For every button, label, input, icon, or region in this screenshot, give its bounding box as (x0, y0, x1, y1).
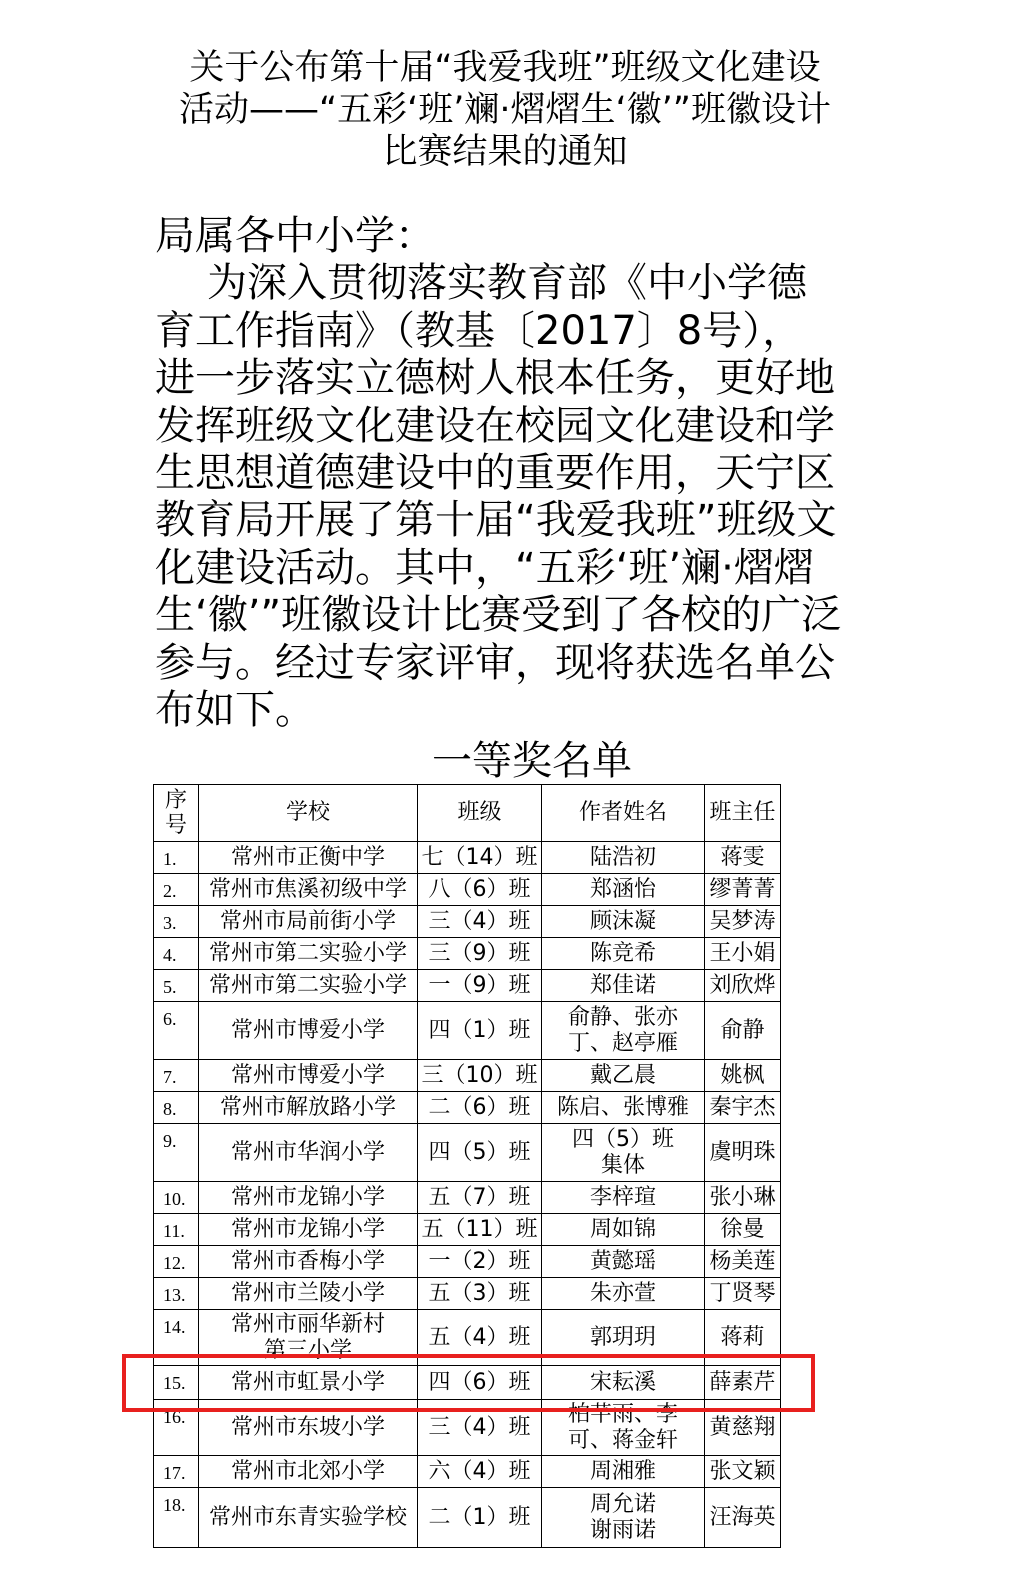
teacher-cell: 张小琳 (705, 1182, 781, 1214)
school-cell: 常州市博爱小学 (199, 1002, 418, 1060)
title-line: 关于公布第十届“我爱我班”班级文化建设 (189, 48, 821, 88)
paragraph-line: 生‘徽’”班徽设计比赛受到了各校的广泛 (155, 592, 842, 639)
header-school: 学校 (199, 785, 418, 842)
teacher-cell: 汪海英 (705, 1488, 781, 1548)
paragraph-line: 进一步落实立德树人根本任务，更好地 (155, 355, 835, 402)
school-cell: 常州市虹景小学 (199, 1366, 418, 1400)
school-cell: 常州市第二实验小学 (199, 970, 418, 1002)
school-cell: 常州市东坡小学 (199, 1400, 418, 1456)
school-cell: 常州市焦溪初级中学 (199, 874, 418, 906)
paragraph-line: 教育局开展了第十届“我爱我班”班级文 (155, 497, 837, 544)
index-cell: 15. (154, 1366, 199, 1400)
header-teacher: 班主任 (705, 785, 781, 842)
class-cell: 四（6）班 (418, 1366, 542, 1400)
class-cell: 一（9）班 (418, 970, 542, 1002)
index-cell: 12. (154, 1246, 199, 1278)
teacher-cell: 缪菁菁 (705, 874, 781, 906)
teacher-cell: 蒋莉 (705, 1310, 781, 1366)
index-cell: 14. (154, 1310, 199, 1366)
table-row (154, 1182, 781, 1214)
author-cell: 陈启、张博雅 (542, 1092, 705, 1124)
author-cell: 李梓瑄 (542, 1182, 705, 1214)
table-row (154, 906, 781, 938)
list-heading: 一等奖名单 (432, 738, 632, 784)
paragraph-line: 布如下。 (155, 687, 315, 734)
teacher-cell: 虞明珠 (705, 1124, 781, 1182)
author-cell: 顾沫凝 (542, 906, 705, 938)
table-row (154, 842, 781, 874)
index-cell: 8. (154, 1092, 199, 1124)
author-cell: 四（5）班 集体 (542, 1124, 705, 1182)
school-cell: 常州市香梅小学 (199, 1246, 418, 1278)
index-cell: 1. (154, 842, 199, 874)
paragraph-line: 发挥班级文化建设在校园文化建设和学 (155, 402, 835, 449)
paragraph (155, 260, 841, 734)
index-cell: 17. (154, 1456, 199, 1488)
author-cell: 黄懿瑶 (542, 1246, 705, 1278)
index-cell: 6. (154, 1002, 199, 1060)
award-table (153, 784, 781, 1548)
class-cell: 三（4）班 (418, 906, 542, 938)
author-cell: 郭玥玥 (542, 1310, 705, 1366)
teacher-cell: 秦宇杰 (705, 1092, 781, 1124)
index-cell: 16. (154, 1400, 199, 1456)
school-cell: 常州市东青实验学校 (199, 1488, 418, 1548)
table-row (154, 1060, 781, 1092)
table-row (154, 1092, 781, 1124)
table-row (154, 1278, 781, 1310)
school-cell: 常州市博爱小学 (199, 1060, 418, 1092)
class-cell: 六（4）班 (418, 1456, 542, 1488)
table-row (154, 1456, 781, 1488)
teacher-cell: 王小娟 (705, 938, 781, 970)
table-row (154, 1488, 781, 1548)
teacher-cell: 俞静 (705, 1002, 781, 1060)
header-index: 序 号 (154, 785, 199, 842)
index-cell: 7. (154, 1060, 199, 1092)
author-cell: 陈竞希 (542, 938, 705, 970)
teacher-cell: 徐曼 (705, 1214, 781, 1246)
index-cell: 4. (154, 938, 199, 970)
school-cell: 常州市北郊小学 (199, 1456, 418, 1488)
school-cell: 常州市龙锦小学 (199, 1214, 418, 1246)
author-cell: 周如锦 (542, 1214, 705, 1246)
author-cell: 周允诺 谢雨诺 (542, 1488, 705, 1548)
document-title (0, 47, 1010, 173)
school-cell: 常州市龙锦小学 (199, 1182, 418, 1214)
class-cell: 四（5）班 (418, 1124, 542, 1182)
paragraph-line: 为深入贯彻落实教育部《中小学德 (207, 260, 807, 307)
class-cell: 七（14）班 (418, 842, 542, 874)
teacher-cell: 薛素芹 (705, 1366, 781, 1400)
table-row (154, 938, 781, 970)
author-cell: 郑涵怡 (542, 874, 705, 906)
author-cell: 郑佳诺 (542, 970, 705, 1002)
class-cell: 三（9）班 (418, 938, 542, 970)
teacher-cell: 黄慈翔 (705, 1400, 781, 1456)
header-author: 作者姓名 (542, 785, 705, 842)
school-cell: 常州市解放路小学 (199, 1092, 418, 1124)
class-cell: 五（3）班 (418, 1278, 542, 1310)
class-cell: 三（10）班 (418, 1060, 542, 1092)
teacher-cell: 姚枫 (705, 1060, 781, 1092)
author-cell: 柏芊雨、李 可、蒋金轩 (542, 1400, 705, 1456)
title-line: 活动——“五彩‘班’斓·熠熠生‘徽’”班徽设计 (179, 90, 831, 130)
class-cell: 五（7）班 (418, 1182, 542, 1214)
header-class: 班级 (418, 785, 542, 842)
table-header-row (154, 785, 781, 842)
index-cell: 3. (154, 906, 199, 938)
author-cell: 周湘雅 (542, 1456, 705, 1488)
teacher-cell: 杨美莲 (705, 1246, 781, 1278)
table-row (154, 1400, 781, 1456)
class-cell: 四（1）班 (418, 1002, 542, 1060)
school-cell: 常州市兰陵小学 (199, 1278, 418, 1310)
table-row (154, 1002, 781, 1060)
author-cell: 朱亦萱 (542, 1278, 705, 1310)
paragraph-line: 化建设活动。其中，“五彩‘班’斓·熠熠 (155, 544, 814, 591)
school-cell: 常州市丽华新村 第三小学 (199, 1310, 418, 1366)
school-cell: 常州市华润小学 (199, 1124, 418, 1182)
author-cell: 戴乙晨 (542, 1060, 705, 1092)
class-cell: 八（6）班 (418, 874, 542, 906)
class-cell: 一（2）班 (418, 1246, 542, 1278)
index-cell: 5. (154, 970, 199, 1002)
author-cell: 宋耘溪 (542, 1366, 705, 1400)
table-row (154, 1214, 781, 1246)
index-cell: 10. (154, 1182, 199, 1214)
class-cell: 三（4）班 (418, 1400, 542, 1456)
teacher-cell: 吴梦涛 (705, 906, 781, 938)
table-row (154, 1310, 781, 1366)
document-body (155, 213, 841, 734)
class-cell: 二（1）班 (418, 1488, 542, 1548)
school-cell: 常州市正衡中学 (199, 842, 418, 874)
class-cell: 二（6）班 (418, 1092, 542, 1124)
table-body (154, 842, 781, 1548)
table-row (154, 1124, 781, 1182)
index-cell: 2. (154, 874, 199, 906)
table-row (154, 970, 781, 1002)
table-row (154, 874, 781, 906)
teacher-cell: 刘欣烨 (705, 970, 781, 1002)
index-cell: 9. (154, 1124, 199, 1182)
class-cell: 五（11）班 (418, 1214, 542, 1246)
class-cell: 五（4）班 (418, 1310, 542, 1366)
index-cell: 11. (154, 1214, 199, 1246)
paragraph-line: 参与。经过专家评审，现将获选名单公 (155, 639, 835, 686)
school-cell: 常州市局前街小学 (199, 906, 418, 938)
index-cell: 13. (154, 1278, 199, 1310)
teacher-cell: 丁贤琴 (705, 1278, 781, 1310)
author-cell: 陆浩初 (542, 842, 705, 874)
title-line: 比赛结果的通知 (382, 132, 628, 172)
paragraph-line: 生思想道德建设中的重要作用，天宁区 (155, 450, 835, 497)
salutation: 局属各中小学： (155, 213, 435, 259)
teacher-cell: 蒋雯 (705, 842, 781, 874)
school-cell: 常州市第二实验小学 (199, 938, 418, 970)
table-row (154, 1366, 781, 1400)
table-row (154, 1246, 781, 1278)
index-cell: 18. (154, 1488, 199, 1548)
paragraph-line: 育工作指南》（教基〔2017〕8号）， (155, 307, 803, 354)
author-cell: 俞静、张亦 丁、赵亭雁 (542, 1002, 705, 1060)
teacher-cell: 张文颖 (705, 1456, 781, 1488)
